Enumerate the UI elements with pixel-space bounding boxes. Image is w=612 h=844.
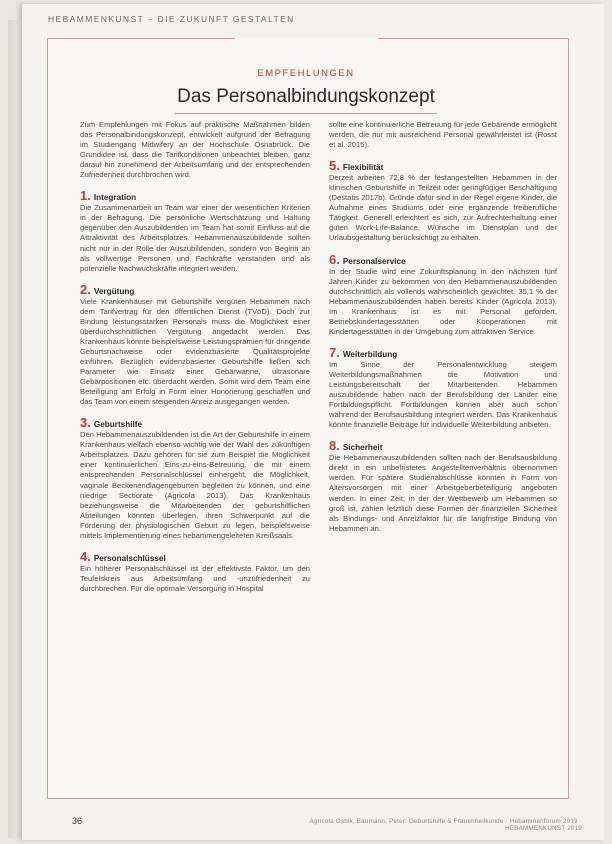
section-sicherheit (329, 440, 557, 533)
section-title: Sicherheit (342, 443, 383, 453)
section-title: Personalservice (342, 256, 406, 266)
intro-paragraph: Zum Empfehlungen mit Fokus auf praktische Maßnahmen bilden das Personalbindungskonzept, entwickelt aufgrund der Befragung im Studiengang Midwifery an der Hochschule Osnabrück. Die Grundidee ist, dass die Tarifkonditionen unbeachtet bleiben, ganz darauf hin zunehmend der Arbeitsumfang und der entsprechenden Zufriedenheit durchbrochen wird. (80, 120, 310, 180)
section-title: Integration (93, 193, 137, 203)
section-heading (80, 281, 310, 297)
section-heading (329, 344, 557, 360)
section-number: 1. (80, 188, 91, 204)
section-heading (329, 251, 557, 267)
section-title: Personalschlüssel (93, 553, 166, 563)
running-head: HEBAMMENKUNST – DIE ZUKUNFT GESTALTEN (48, 14, 295, 24)
page-edge (8, 20, 22, 838)
section-title: Flexibilität (342, 163, 384, 173)
section-text: Ein höherer Personalschlüssel ist der effektivste Faktor, um den Teufelskreis aus Arbeitsumfang und -unzufriedenheit zu durchbrechen. Für die optimale Versorgung in Hospital (80, 563, 310, 593)
section-number: 4. (80, 548, 91, 564)
section-number: 5. (329, 158, 340, 174)
page-number: 36 (72, 816, 83, 826)
section-personalservice (329, 251, 557, 337)
column-left (80, 120, 310, 594)
article-title: Das Personalbindungskonzept (177, 86, 435, 107)
footer-credit: Agricola Cabik, Baumann, Peter: Geburtshilfe & Frauenheilkunde · Hebammenforum 2019 · HEBAMMENKUNST 2019 (309, 818, 582, 832)
section-number: 6. (329, 251, 340, 267)
title-rule (175, 113, 437, 114)
section-number: 3. (80, 415, 91, 431)
section-text-continued: sollte eine kontinuierliche Betreuung für jede Gebärende ermöglicht werden, die nur mit ausreichend Personal gewährleistet ist (Rosst et al. 2015). (329, 120, 557, 150)
section-text: Viele Krankenhäuser mit Geburtshilfe vergüten Hebammen nach dem Tarifvertrag für den öffentlichen Dienst (TVöD). Doch zur Bindung leistungsstarken Personals muss die Möglichkeit einer überdurchschnittlichen Vergütung angedacht werden. Das Krankenhaus könnte beispielsweise Leistungsprämien für dringende Geburtsnachweise oder evidenzbasierte Qualitätsprojekte einführen. Bezüglich evidenzbasierter Geburtshilfe ließen sich Parameter wie Einsatz einer Gebärwanne, ultrasonare Gebärpositionen etc. überdacht werden. Somit wird dem Team eine Beteiligung am Erfolg in Form einer Honorierung geschaffen und das Team von einem steigenden Anreiz ausgegangen werden. (80, 296, 310, 407)
section-heading (80, 548, 310, 564)
section-title: Vergütung (93, 286, 135, 296)
section-verguetung (80, 281, 310, 408)
section-text: In der Studie wird eine Zukunftsplanung in den nächsten fünf Jahren Kinder zu bekommen von den Hebammenauszubildenden durchschnittlich als vollends wahrscheinlich gewichtet. 35,1 % der Hebammenauszubildenden haben bereits Kinder (Agricola 2013). Im Krankenhaus ist es mit Personal gefordert, Betriebskindertagesstätten oder Kooperationen mit Kindertagesstätten in der Umgebung zum attraktiven Service. (329, 266, 557, 336)
section-text: Die Zusammenarbeit im Team war einer der wesentlichen Kriterien in der Befragung. Die persönliche Wertschätzung und Haltung gegenüber den Auszubildenden im Team hat somit Einfluss auf die Attraktivität des Arbeitsplatzes. Hebammenauszubildende sollten nicht nur in der Rolle der Auszubildenden, sondern von Beginn an als vollwertige Personen und Fachkräfte verstanden und als potenzielle Nachwuchskräfte integriert werden. (80, 203, 310, 273)
section-text: Die Hebammenauszubildenden sollten nach der Berufsausbildung direkt in ein unbefristetes Angestelltenverhältnis übernommen werden. Für spätere Studienabschlüsse könnten in Form von Altersvorsorgen mit einer Arbeitgeberbeteiligung angeboten werden. In einer Zeit, in der der Wettbewerb um Hebammen so groß ist, zählen letztlich diese Formen der finanziellen Sicherheit als Bindungs- und Anreizfaktor für die langfristige Bindung von Hebammen an. (329, 453, 557, 533)
section-number: 2. (80, 281, 91, 297)
section-text: Im Sinne der Personalentwicklung steigern Weiterbildungsmaßnahmen die Motivation und Leistungsbereitschaft der Mitarbeitenden. Hebammen auszubildende haben nach der Berufsbildung der Länder eine Fortbildungspflicht. Fortbildungen können aber auch schon während der Berufsausbildung integriert werden. Das Krankenhaus könnte finanzielle Beiträge für individuelle Weiterbildung anbieten. (329, 359, 557, 430)
section-number: 7. (329, 344, 340, 360)
section-title: Geburtshilfe (93, 420, 143, 430)
frame-top-rule-left (47, 38, 235, 39)
section-text: Den Hebammenauszubildenden ist die Art der Geburtshilfe in einem Krankenhaus vielfach ebenso wichtig wie der Wahl des zukünftigen Arbeitsplatzes. Dazu gehören für sie zum Beispiel die Möglichkeit einer kontinuierlichen Eins-zu-eins-Betreuung, die mit einem entsprechenden Personalschlüssel einhergeht, die Möglichkeit, vaginale Beckenendlagengeburten begleiten zu können, und eine niedrige Sectiorate (Agricola 2013). Das Krankenhaus beziehungsweise die Mitarbeitenden der geburtshilflichen Abteilungen könnten überlegen, ihren Schwerpunkt auf die Förderung der physiologischen Geburt zu legen, beispielsweise mittels Implementierung eines hebammengeleiteten Kreißsaals. (80, 430, 310, 540)
section-heading (80, 190, 310, 203)
frame-top-rule-right (378, 38, 568, 39)
section-geburtshilfe (80, 417, 310, 541)
section-heading (329, 440, 557, 453)
column-right (329, 120, 557, 534)
section-personalschluessel (80, 548, 310, 594)
section-title: Weiterbildung (342, 349, 398, 359)
article-kicker: EMPFEHLUNGEN (257, 68, 355, 79)
section-flexibilitaet (329, 160, 557, 243)
section-heading (329, 160, 557, 173)
section-integration (80, 190, 310, 273)
section-number: 8. (329, 438, 340, 454)
section-text: Derzeit arbeiten 72,8 % der festangestellten Hebammen in der klinischen Geburtshilfe in Teilzeit oder geringfügiger Beschäftigung (Destatis 2017b). Gründe dafür sind in der Regel eigene Kinder, die Aufnahme eines Studiums oder eine ergänzende freiberufliche Tätigkeit. Generell erleichtert es sich, zur Aufrechterhaltung einer guten Work-Life-Balance, Wünsche im Dienstplan und der Urlaubsgestaltung berücksichtigt zu erhalten. (329, 173, 557, 243)
section-heading (80, 417, 310, 430)
section-weiterbildung (329, 344, 557, 430)
